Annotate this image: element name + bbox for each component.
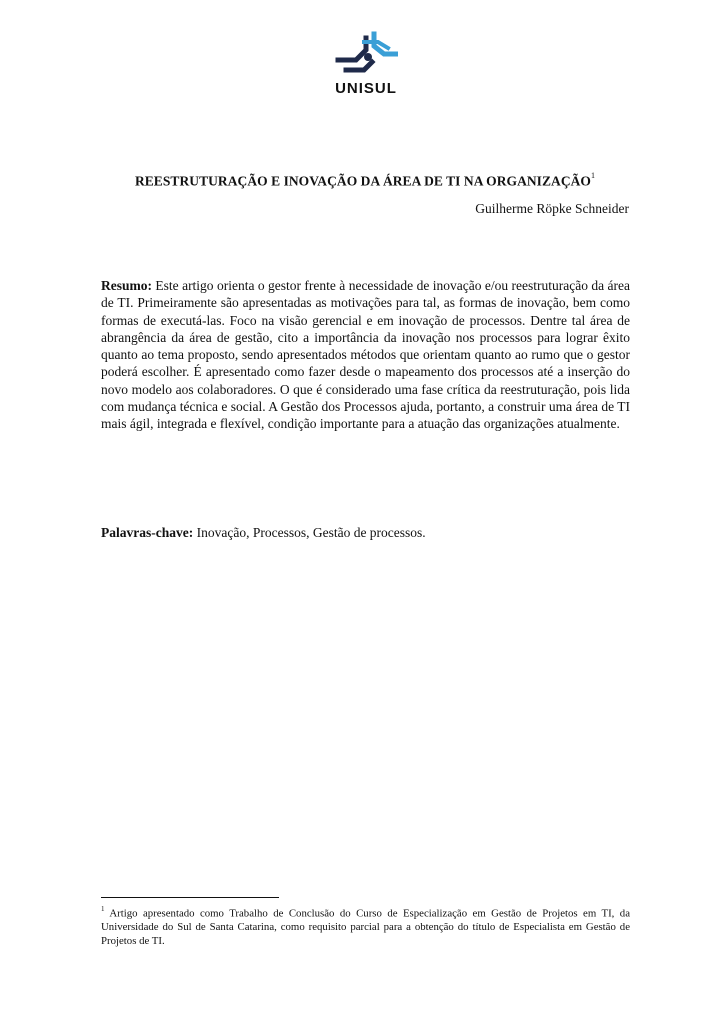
abstract (101, 277, 630, 433)
author-name: Guilherme Röpke Schneider (475, 201, 629, 216)
footnote-separator (101, 897, 279, 898)
keywords (101, 525, 426, 541)
unisul-logo (326, 30, 406, 102)
footnote-mark: 1 (101, 905, 105, 913)
footnote-text: Artigo apresentado como Trabalho de Conclusão do Curso de Especialização em Gestão de Projetos em TI, da Universidade do Sul de Santa Catarina, como requisito parcial para a obtenção do título de Especialista em Gestão de Projetos de TI. (101, 907, 630, 947)
keywords-text: Inovação, Processos, Gestão de processos. (196, 525, 426, 540)
keywords-label: Palavras-chave: (101, 525, 194, 540)
title-text: REESTRUTURAÇÃO E INOVAÇÃO DA ÁREA DE TI NA ORGANIZAÇÃO (134, 173, 591, 189)
footnote (101, 904, 630, 948)
unisul-emblem-icon (334, 30, 398, 80)
logo-wordmark: UNISUL (335, 80, 397, 97)
abstract-text: Este artigo orienta o gestor frente à necessidade de inovação e/ou reestruturação da área de TI. Primeiramente são apresentadas as motivações para tal, as formas de inovação, bem como formas de executá-las. Foco na visão gerencial e em inovação de processos. Dentre tal área de abrangência da área de gestão, cito a importância da inovação nos processos para lograr êxito quanto ao tema proposto, sendo apresentados métodos que orientam quanto ao rumo que o gestor poderá escolher. É apresentado como fazer desde o mapeamento dos processos até a inserção do novo modelo aos colaboradores. O que é considerado uma fase crítica da reestruturação, pois lida com mudança técnica e social. A Gestão dos Processos ajuda, portanto, a construir uma área de TI mais ágil, integrada e flexível, condição importante para a atuação das organizações atualmente. (101, 278, 630, 432)
abstract-label: Resumo: (101, 278, 152, 293)
title-footnote-mark: 1 (590, 171, 596, 180)
paper-title (100, 173, 630, 190)
